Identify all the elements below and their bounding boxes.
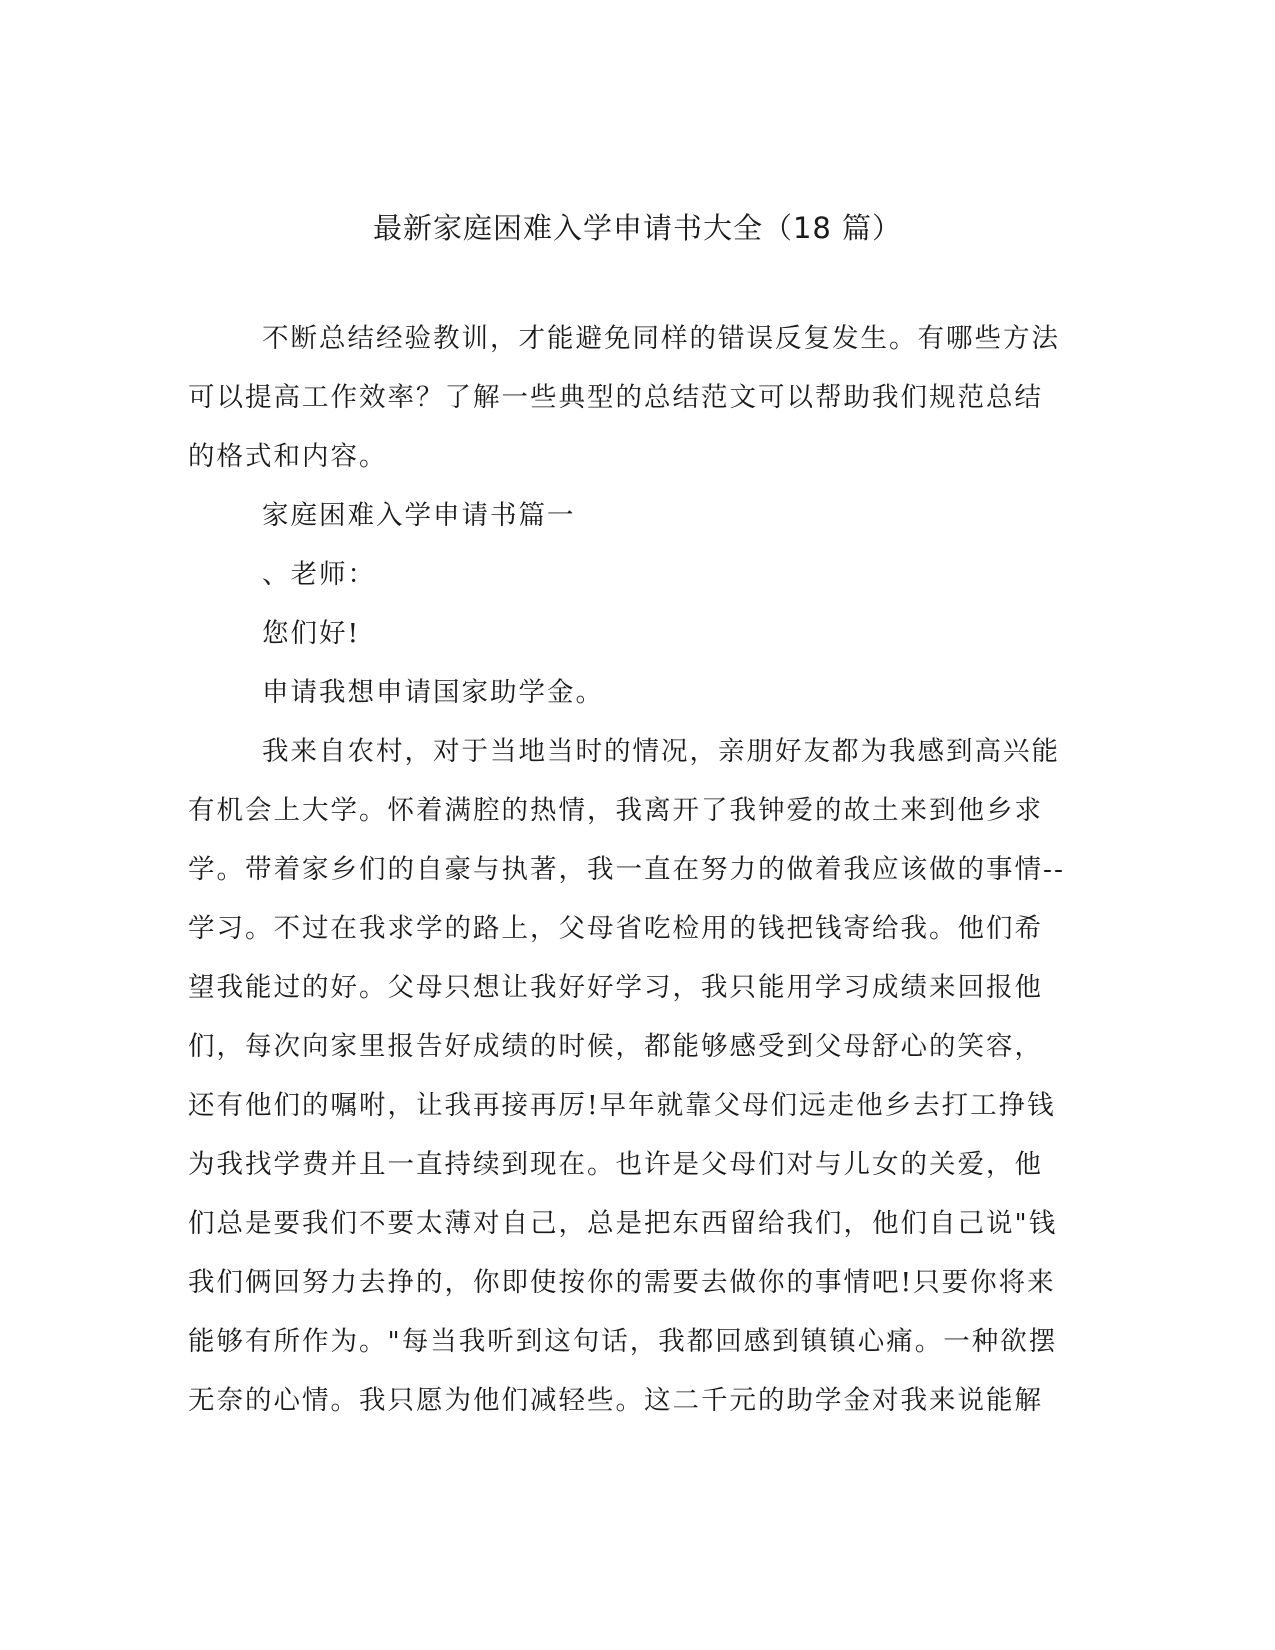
paragraph-line: 我来自农村，对于当地当时的情况，亲朋好友都为我感到高兴能 <box>262 736 1060 767</box>
paragraph-line: 学习。不过在我求学的路上，父母省吃检用的钱把钱寄给我。他们希 <box>188 913 1043 944</box>
paragraph-line: 为我找学费并且一直持续到现在。也许是父母们对与儿女的关爱，他 <box>188 1149 1043 1180</box>
paragraph-line: 学。带着家乡们的自豪与执著，我一直在努力的做着我应该做的事情-- <box>188 854 1065 885</box>
paragraph-line: 可以提高工作效率？了解一些典型的总结范文可以帮助我们规范总结 <box>188 382 1043 413</box>
paragraph-line: 无奈的心情。我只愿为他们减轻些。这二千元的助学金对我来说能解 <box>188 1385 1043 1416</box>
paragraph-line: 们，每次向家里报告好成绩的时候，都能够感受到父母舒心的笑容， <box>188 1031 1043 1062</box>
paragraph-line: 的格式和内容。 <box>188 441 388 472</box>
salutation: 、老师： <box>262 559 376 590</box>
document-title: 最新家庭困难入学申请书大全（18 篇） <box>372 211 903 245</box>
paragraph-line: 不断总结经验教训，才能避免同样的错误反复发生。有哪些方法 <box>262 323 1060 354</box>
paragraph-line: 能够有所作为。"每当我听到这句话，我都回感到镇镇心痛。一种欲摆 <box>188 1326 1058 1357</box>
paragraph-line: 还有他们的嘱咐，让我再接再厉!早年就靠父母们远走他乡去打工挣钱 <box>188 1090 1056 1121</box>
paragraph-line: 有机会上大学。怀着满腔的热情，我离开了我钟爱的故土来到他乡求 <box>188 795 1043 826</box>
paragraph-line: 们总是要我们不要太薄对自己，总是把东西留给我们，他们自己说"钱 <box>188 1208 1058 1239</box>
paragraph-line: 望我能过的好。父母只想让我好好学习，我只能用学习成绩来回报他 <box>188 972 1043 1003</box>
section-heading: 家庭困难入学申请书篇一 <box>262 500 576 531</box>
paragraph-line: 我们俩回努力去挣的，你即使按你的需要去做你的事情吧!只要你将来 <box>188 1267 1056 1298</box>
paragraph-line: 申请我想申请国家助学金。 <box>262 677 604 708</box>
greeting: 您们好! <box>262 618 361 649</box>
